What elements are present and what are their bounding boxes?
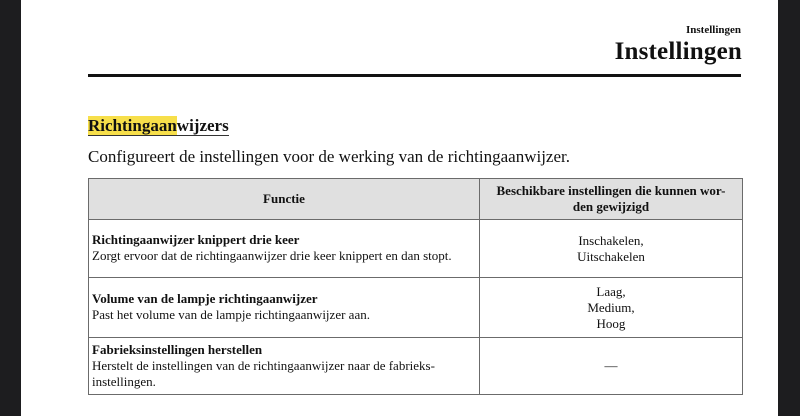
options-cell: [480, 338, 743, 395]
function-name: Fabrieksinstellingen herstellen: [92, 341, 263, 357]
option-value: Inschakelen,: [578, 232, 644, 248]
option-value: Uitschakelen: [577, 248, 645, 264]
function-cell: [89, 220, 480, 278]
header-divider: [88, 74, 741, 77]
function-description: Herstelt de instellingen van de richtingaanwijzer naar de fabrieks-instellingen.: [92, 357, 435, 389]
search-highlight[interactable]: Richtingaan: [88, 116, 177, 135]
option-value: Hoog: [596, 315, 626, 331]
table-row: [89, 338, 743, 395]
option-value-none: —: [604, 358, 618, 373]
option-value: Medium,: [587, 299, 635, 315]
document-page: [21, 0, 778, 416]
function-name: Volume van de lampje richtingaanwijzer: [92, 291, 318, 306]
section-title: [88, 116, 229, 136]
table-header-row: [89, 179, 743, 220]
section-title-rest: wijzers: [176, 116, 229, 135]
function-name: Richtingaanwijzer knippert drie keer: [92, 232, 300, 247]
column-header-function: Functie: [89, 179, 480, 220]
function-description: Zorgt ervoor dat de richtingaanwijzer drie keer knippert en dan stopt.: [92, 248, 452, 263]
column-header-options: [480, 179, 743, 220]
chapter-title: Instellingen: [614, 38, 742, 65]
option-value: Laag,: [596, 283, 626, 299]
column-header-options-line2: den gewijzigd: [572, 199, 650, 214]
column-header-options-line1: Beschikbare instellingen die kunnen wor-: [496, 183, 726, 198]
function-cell: [89, 338, 480, 395]
table-row: [89, 278, 743, 338]
section-intro: Configureert de instellingen voor de werking van de richtingaanwijzer.: [88, 147, 570, 166]
function-cell: [89, 278, 480, 338]
running-head: Instellingen: [685, 24, 741, 36]
function-description: Past het volume van de lampje richtingaanwijzer aan.: [92, 307, 370, 322]
settings-table: [88, 178, 743, 395]
options-cell: [480, 220, 743, 278]
table-row: [89, 220, 743, 278]
options-cell: [480, 278, 743, 338]
